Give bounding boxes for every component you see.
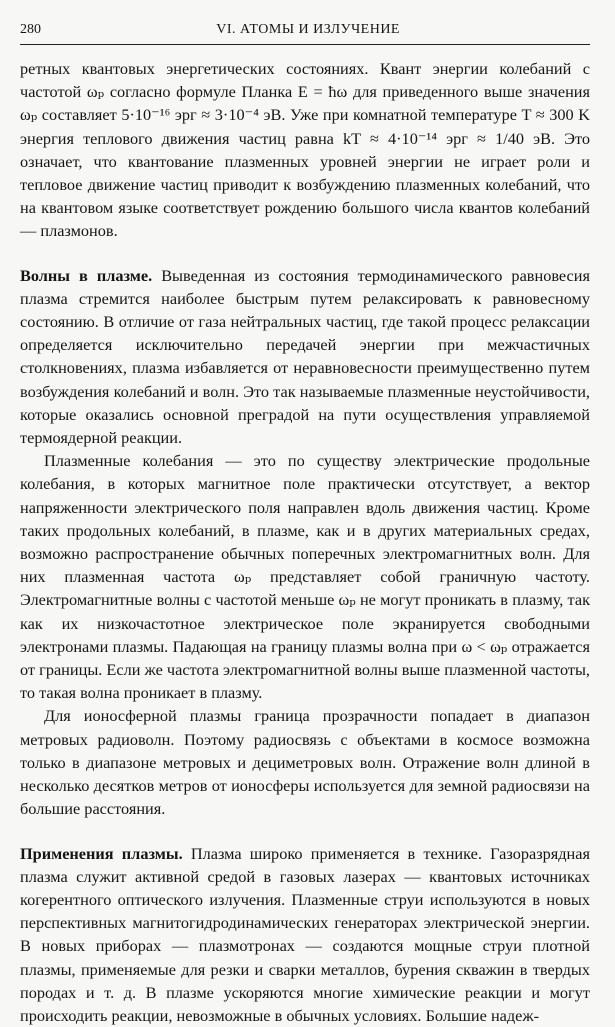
paragraph-text: Плазма широко применяется в технике. Газоразрядная плазма служит активной средой в газовых лазерах — квантовых источниках когерентного оптического излучения. Плазменные струи используются в новых перспективных магнитогидродинамических генераторах электрической энергии. В новых приборах — плазмотронах — создаются мощные струи плотной плазмы, применяемые для резки и сварки металлов, бурения скважин в твердых породах и т. д. В плазме ускоряются многие химические реакции и могут происходить реакции, невозможные в обычных условиях. Большие надеж-: [20, 844, 590, 1025]
page-number: 280: [20, 22, 41, 38]
section-heading-applications: Применения плазмы.: [20, 844, 183, 863]
paragraph-3: [20, 449, 590, 704]
section-heading-waves: Волны в плазме.: [20, 266, 152, 285]
section-gap: [20, 243, 590, 264]
paragraph-text: Плазменные колебания — это по существу электрические продольные колебания, в которых магнитное поле практически отсутствует, а вектор напряженности электрического поля направлен вдоль движения частиц. Кроме таких продольных колебаний, в плазме, как и в других материальных средах, возможно распространение обычных поперечных электромагнитных волн. Для них плазменная частота ωₚ представляет собой граничную частоту. Электромагнитные волны с частотой меньше ωₚ не могут проникать в плазму, так как их низкочастотное электрическое поле экранируется свободными электронами плазмы. Падающая на границу плазмы волна при ω < ωₚ отражается от границы. Если же частота электромагнитной волны выше плазменной частоты, то такая волна проникает в плазму.: [20, 451, 590, 702]
book-page: [20, 22, 590, 1027]
section-gap: [20, 821, 590, 842]
paragraph-text: Выведенная из состояния термодинамического равновесия плазма стремится наиболее быстрым путем релаксировать к равновесному состоянию. В отличие от газа нейтральных частиц, где такой процесс релаксации определяется исключительно передачей энергии при межчастичных столкновениях, плазма избавляется от неравновесности преимущественно путем возбуждения колебаний и волн. Это так называемые плазменные неустойчивости, которые оказались основной преградой на пути осуществления управляемой термоядерной реакции.: [20, 266, 590, 447]
paragraph-text: Для ионосферной плазмы граница прозрачности попадает в диапазон метровых радиоволн. Поэтому радиосвязь с объектами в космосе возможна только в диапазоне метровых и дециметровых волн. Отражение волн длиной в несколько десятков метров от ионосферы используется для земной радиосвязи на большие расстояния.: [20, 706, 590, 818]
paragraph-text: ретных квантовых энергетических состояниях. Квант энергии колебаний с частотой ωₚ согласно формуле Планка E = ħω для приведенного выше значения ωₚ составляет 5·10⁻¹⁶ эрг ≈ 3·10⁻⁴ эВ. Уже при комнатной температуре T ≈ 300 K энергия теплового движения частиц равна kT ≈ 4·10⁻¹⁴ эрг ≈ 1/40 эВ. Это означает, что квантование плазменных уровней энергии не играет роли и тепловое движение частиц приводит к возбуждению плазменных колебаний, что на квантовом языке соответствует рождению большого числа квантов колебаний — плазмонов.: [20, 59, 590, 240]
paragraph-1: [20, 57, 590, 243]
paragraph-4: [20, 704, 590, 820]
paragraph-2: [20, 264, 590, 450]
paragraph-5: [20, 842, 590, 1027]
running-header: [20, 22, 590, 45]
chapter-title: VI. АТОМЫ И ИЗЛУЧЕНИЕ: [216, 22, 400, 38]
